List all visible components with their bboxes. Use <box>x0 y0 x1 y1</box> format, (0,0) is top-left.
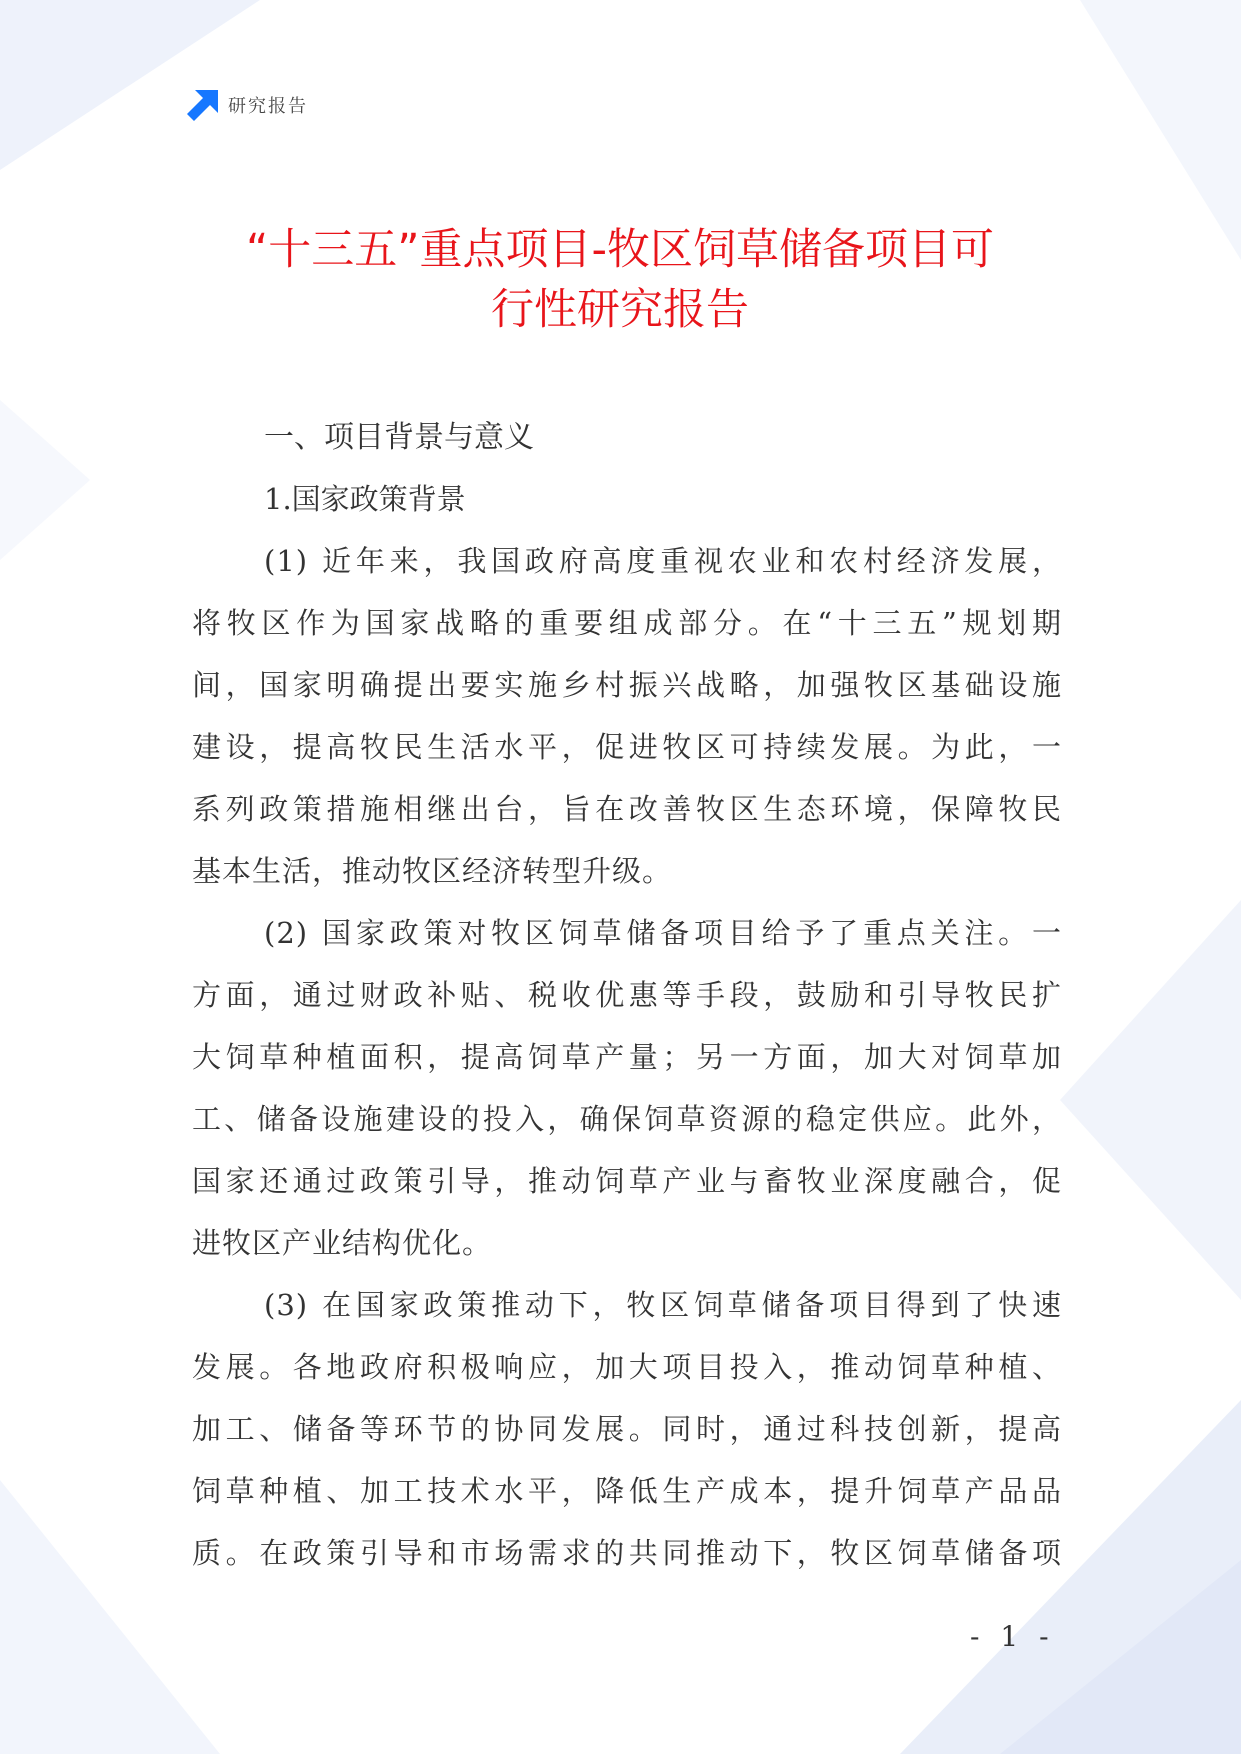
paragraph-line: 发展。各地政府积极响应，加大项目投入，推动饲草种植、 <box>192 1350 1062 1384</box>
section-heading: 一、项目背景与意义 <box>264 420 534 455</box>
arrow-up-right-icon <box>186 88 220 122</box>
report-header <box>186 88 308 122</box>
paragraph-line: 加工、储备等环节的协同发展。同时，通过科技创新，提高 <box>192 1412 1062 1446</box>
paragraph-line: 方面，通过财政补贴、税收优惠等手段，鼓励和引导牧民扩 <box>192 978 1062 1012</box>
paragraph-line: 工、储备设施建设的投入，确保饲草资源的稳定供应。此外， <box>192 1102 1062 1136</box>
paragraph-line: 系列政策措施相继出台，旨在改善牧区生态环境，保障牧民 <box>192 792 1062 826</box>
paragraph-line: 饲草种植、加工技术水平，降低生产成本，提升饲草产品品 <box>192 1474 1062 1508</box>
paragraph-line: 大饲草种植面积，提高饲草产量；另一方面，加大对饲草加 <box>192 1040 1062 1074</box>
paragraph-line: 建设，提高牧民生活水平，促进牧区可持续发展。为此，一 <box>192 730 1062 764</box>
paragraph-line: 将牧区作为国家战略的重要组成部分。在“十三五”规划期 <box>192 606 1062 640</box>
paragraph-line: (2) 国家政策对牧区饲草储备项目给予了重点关注。一 <box>264 916 1062 950</box>
paragraph-line: 国家还通过政策引导，推动饲草产业与畜牧业深度融合，促 <box>192 1164 1062 1198</box>
paragraph-line: 进牧区产业结构优化。 <box>192 1226 493 1260</box>
paragraph <box>192 902 1062 1274</box>
paragraph <box>192 530 1062 902</box>
document-title <box>140 220 1100 340</box>
paragraph <box>192 1274 1062 1584</box>
page-number: - 1 - <box>970 1620 1055 1653</box>
document-body <box>192 414 1062 1584</box>
title-line-2: 行性研究报告 <box>491 285 749 335</box>
paragraph-line: 间，国家明确提出要实施乡村振兴战略，加强牧区基础设施 <box>192 668 1062 702</box>
title-line-1: “十三五”重点项目-牧区饲草储备项目可 <box>245 225 995 275</box>
paragraph-line: (3) 在国家政策推动下，牧区饲草储备项目得到了快速 <box>264 1288 1062 1322</box>
paragraph-line: 基本生活，推动牧区经济转型升级。 <box>192 854 673 888</box>
subsection-heading: 1.国家政策背景 <box>264 482 466 516</box>
report-type-label: 研究报告 <box>228 96 308 117</box>
paragraph-line: (1) 近年来，我国政府高度重视农业和农村经济发展， <box>264 544 1062 578</box>
paragraph-line: 质。在政策引导和市场需求的共同推动下，牧区饲草储备项 <box>192 1536 1062 1570</box>
